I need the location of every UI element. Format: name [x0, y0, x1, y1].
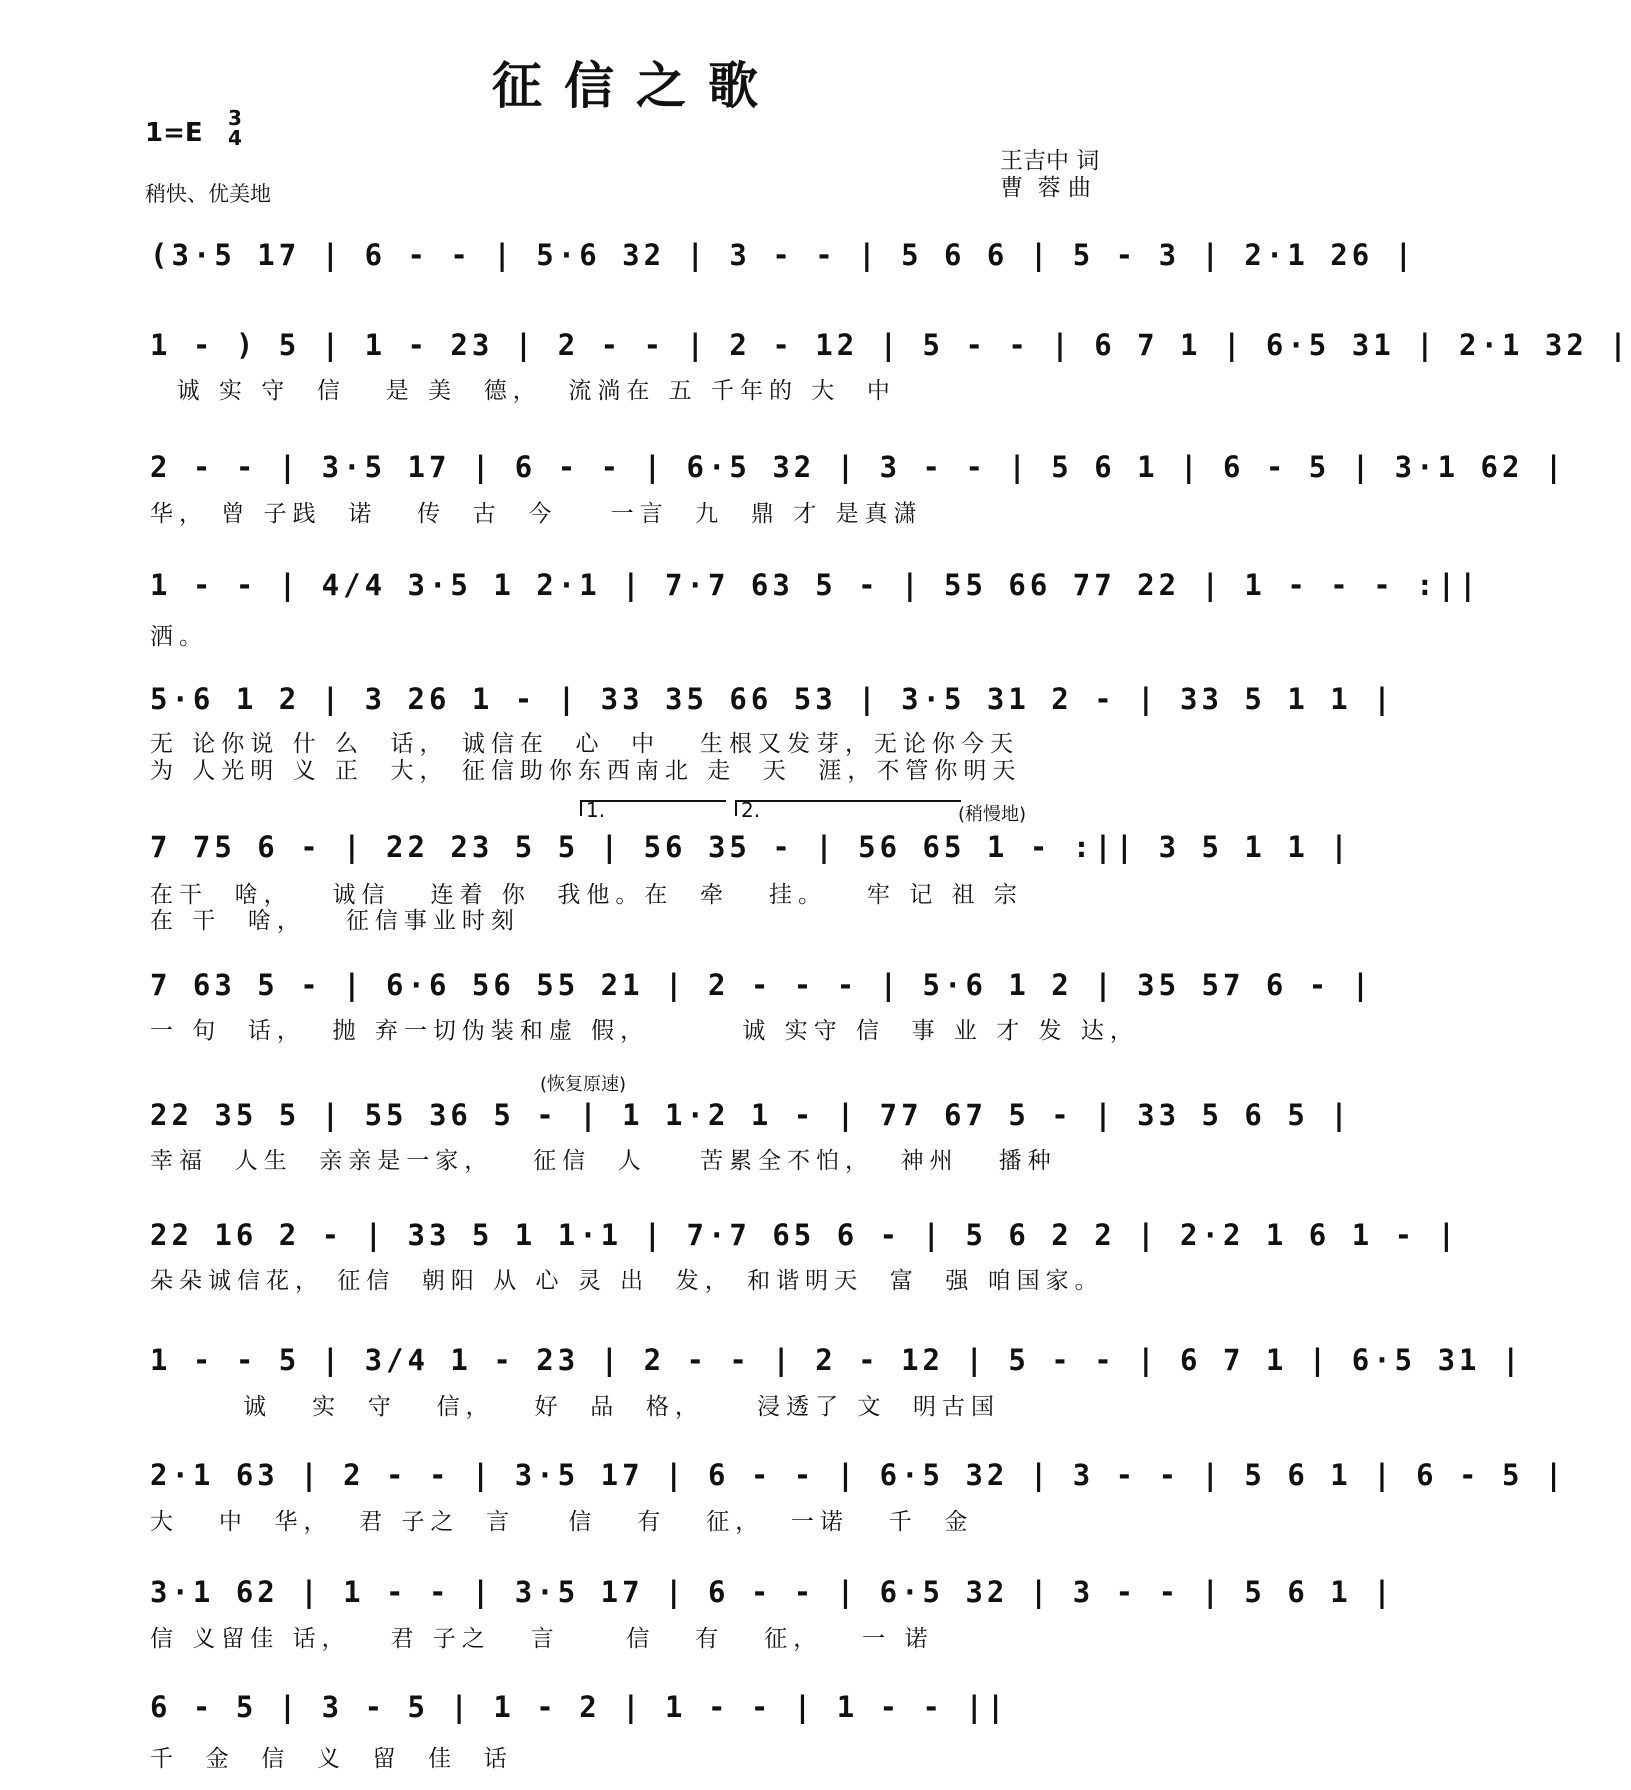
- volta-second-ending: 2.: [735, 800, 961, 816]
- lyrics-line-12: 信 义留佳 话， 君 子之 言 信 有 征， 一 诺: [150, 1626, 934, 1652]
- lyrics-line-5a: 无 论你说 什 么 话， 诚信在 心 中 生根又发芽，无论你今天: [150, 731, 1020, 757]
- song-title: 征信之歌: [492, 56, 780, 115]
- notation-line-2: 1 - ) 5 | 1 - 23 | 2 - - | 2 - 12 | 5 - - | 6 7 1 | 6·5 31 | 2·1 32 |: [150, 328, 1631, 362]
- time-top: 3: [228, 106, 242, 130]
- lyrics-line-2: 诚 实 守 信 是 美 德， 流淌在 五 千年的 大 中: [150, 378, 896, 404]
- notation-line-10: 1 - - 5 | 3/4 1 - 23 | 2 - - | 2 - 12 | 5 - - | 6 7 1 | 6·5 31 |: [150, 1343, 1524, 1377]
- time-signature: [228, 108, 242, 148]
- notation-line-3: 2 - - | 3·5 17 | 6 - - | 6·5 32 | 3 - - | 5 6 1 | 6 - 5 | 3·1 62 |: [150, 450, 1567, 484]
- lyrics-line-6a: 在干 啥， 诚信 连着 你 我他。在 牵 挂。 牢 记 祖 宗: [150, 882, 1023, 908]
- notation-line-1: (3·5 17 | 6 - - | 5·6 32 | 3 - - | 5 6 6 | 5 - 3 | 2·1 26 |: [150, 238, 1417, 272]
- lyrics-line-11: 大 中 华， 君 子之 言 信 有 征， 一诺 千 金: [150, 1509, 974, 1535]
- resume-tempo-marking: (恢复原速): [540, 1074, 627, 1095]
- slower-marking: (稍慢地): [958, 804, 1027, 825]
- lyrics-line-5b: 为 人光明 义 正 大， 征信助你东西南北 走 天 涯，不管你明天: [150, 758, 1022, 784]
- notation-line-5: 5·6 1 2 | 3 26 1 - | 33 35 66 53 | 3·5 31 2 - | 33 5 1 1 |: [150, 682, 1395, 716]
- tempo-marking: 稍快、优美地: [145, 182, 271, 206]
- notation-line-8: 22 35 5 | 55 36 5 - | 1 1·2 1 - | 77 67 5 - | 33 5 6 5 |: [150, 1098, 1352, 1132]
- lyrics-line-3: 华， 曾 子践 诺 传 古 今 一言 九 鼎 才 是真潇: [150, 501, 923, 527]
- credits: [1000, 148, 1099, 202]
- notation-line-13: 6 - 5 | 3 - 5 | 1 - 2 | 1 - - | 1 - - ||: [150, 1690, 1009, 1724]
- volta-first-ending: 1.: [580, 800, 726, 816]
- time-bottom: 4: [228, 126, 242, 150]
- notation-line-12: 3·1 62 | 1 - - | 3·5 17 | 6 - - | 6·5 32 | 3 - - | 5 6 1 |: [150, 1575, 1395, 1609]
- lyrics-line-7: 一 句 话， 抛 弃一切伪装和虚 假， 诚 实守 信 事 业 才 发 达，: [150, 1018, 1139, 1044]
- composer-credit: 曹 蓉 曲: [1000, 175, 1091, 201]
- notation-line-11: 2·1 63 | 2 - - | 3·5 17 | 6 - - | 6·5 32 | 3 - - | 5 6 1 | 6 - 5 |: [150, 1458, 1567, 1492]
- lyrics-line-4: 洒。: [150, 624, 208, 650]
- key-signature: 1=E: [145, 118, 203, 148]
- lyrics-line-13: 千 金 信 义 留 佳 话: [150, 1746, 513, 1772]
- lyrics-line-8: 幸福 人生 亲亲是一家， 征信 人 苦累全不怕， 神州 播种: [150, 1148, 1057, 1174]
- lyrics-line-6b: 在 干 啥， 征信事业时刻: [150, 908, 520, 934]
- lyricist-credit: 王吉中 词: [1000, 148, 1100, 174]
- notation-line-6: 7 75 6 - | 22 23 5 5 | 56 35 - | 56 65 1 - :|| 3 5 1 1 |: [150, 830, 1352, 864]
- notation-line-4: 1 - - | 4/4 3·5 1 2·1 | 7·7 63 5 - | 55 66 77 22 | 1 - - - :||: [150, 568, 1481, 602]
- lyrics-line-10: 诚 实 守 信， 好 品 格， 浸透了 文 明古国: [150, 1394, 1001, 1420]
- lyrics-line-9: 朵朵诚信花， 征信 朝阳 从 心 灵 出 发， 和谐明天 富 强 咱国家。: [150, 1268, 1104, 1294]
- notation-line-9: 22 16 2 - | 33 5 1 1·1 | 7·7 65 6 - | 5 6 2 2 | 2·2 1 6 1 - |: [150, 1218, 1460, 1252]
- notation-line-7: 7 63 5 - | 6·6 56 55 21 | 2 - - - | 5·6 1 2 | 35 57 6 - |: [150, 968, 1374, 1002]
